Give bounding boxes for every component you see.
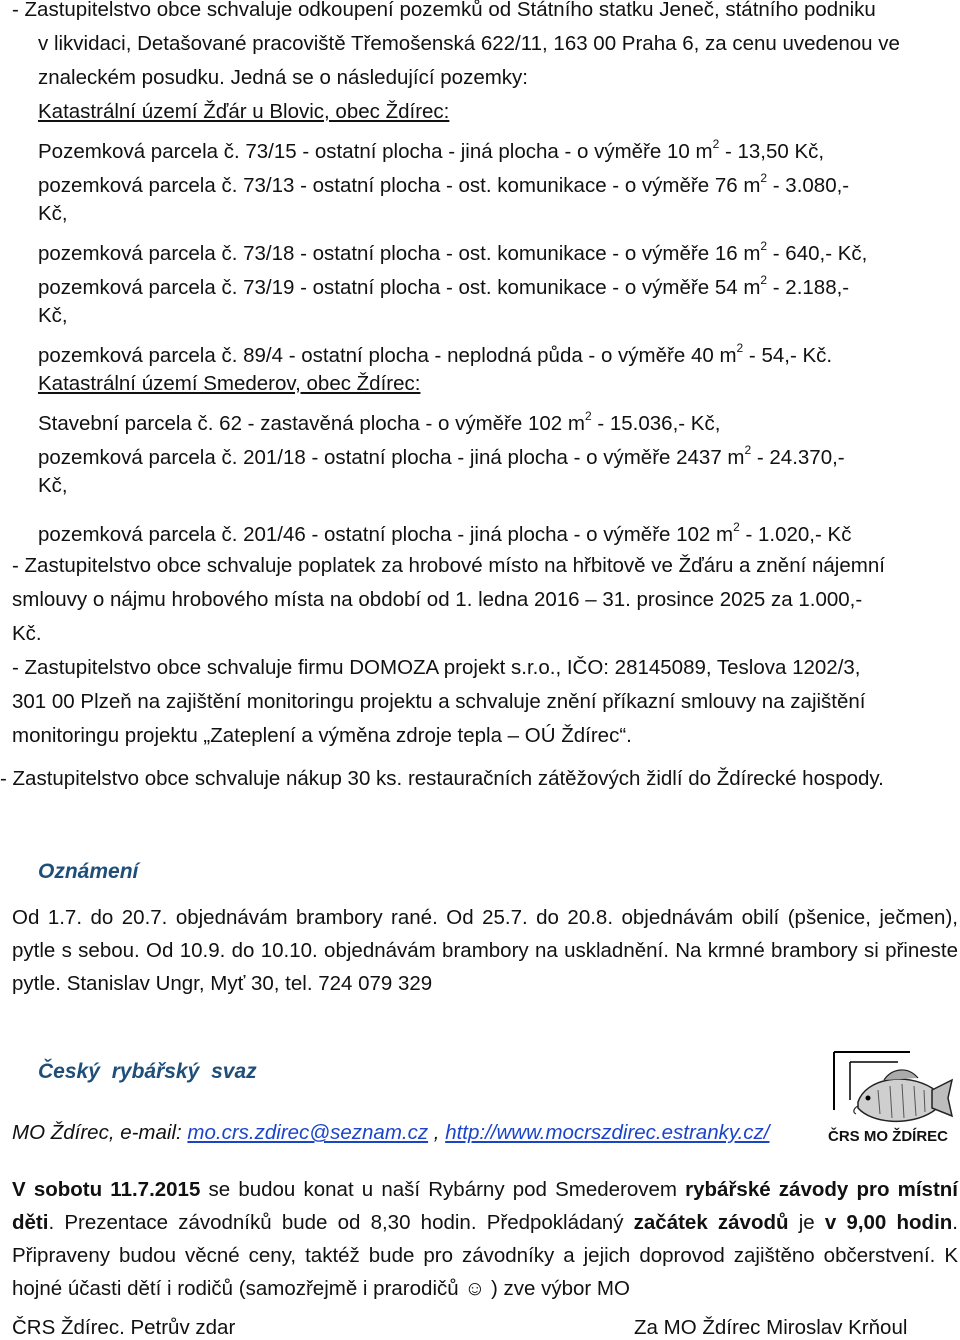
- cadastral-area-1: Katastrální území Žďár u Blovic, obec Ždírec:: [38, 100, 450, 123]
- resolution-1-line-1: - Zastupitelstvo obce schvaluje odkoupení pozemků od Státního statku Jeneč, státního podniku: [12, 0, 876, 21]
- resolution-1-line-2: v likvidaci, Detašované pracoviště Třemošenská 622/11, 163 00 Praha 6, za cenu uvedenou ve: [38, 32, 900, 55]
- section-heading-rybari: Český rybářský svaz: [38, 1060, 257, 1083]
- contact-separator: ,: [428, 1121, 446, 1144]
- email-link[interactable]: mo.crs.zdirec@seznam.cz: [187, 1121, 429, 1144]
- parcel-73-18: pozemková parcela č. 73/18 - ostatní plocha - ost. komunikace - o výměře 16 $m^2 - 640,-$ Kč,: [38, 239, 868, 265]
- web-link[interactable]: http://www.mocrszdirec.estranky.cz/: [445, 1121, 770, 1144]
- parcel-73-13: pozemková parcela č. 73/13 - ostatní plocha - ost. komunikace - o výměře 76 $m^2 - 3.080,-$: [38, 171, 850, 197]
- resolution-2-line-1: - Zastupitelstvo obce schvaluje poplatek za hrobové místo na hřbitově ve Žďáru a znění nájemní: [12, 554, 885, 577]
- parcel-201-18: pozemková parcela č. 201/18 - ostatní plocha - jiná plocha - o výměře 2437 $m^2 - 24.370,-$: [38, 443, 845, 469]
- parcel-201-18-currency: Kč,: [38, 474, 68, 497]
- parcel-62: Stavební parcela č. 62 - zastavěná plocha - o výměře 102 $m^2 - 15.036,-$ Kč,: [38, 409, 721, 435]
- contact-prefix: MO Ždírec, e-mail:: [12, 1121, 188, 1144]
- fishing-event-paragraph: V sobotu 11.7.2015 se budou konat u naší Rybárny pod Smederovem rybářské závody pro místní děti. Prezentace závodníků bude od 8,30 hodin. Předpokládaný začátek závodů je v 9,00 hodin. Připraveny budou věcné ceny, taktéž bude pro závodníky a jejich doprovod zajištěno občerstvení. K hojné účasti dětí i rodičů (samozřejmě i prarodičů ☺ ) zve výbor MO: [12, 1178, 958, 1300]
- parcel-73-15: Pozemková parcela č. 73/15 - ostatní plocha - jiná plocha - o výměře 10 $m^2 - 13,50$ Kč,: [38, 137, 825, 163]
- cadastral-area-2: Katastrální území Smederov, obec Ždírec:: [38, 372, 421, 395]
- oznameni-paragraph: Od 1.7. do 20.7. objednávám brambory rané. Od 25.7. do 20.8. objednávám obilí (pšenice, ječmen), pytle s sebou. Od 10.9. do 10.10. objednávám brambory na uskladnění. Na krmné brambory si přineste pytle. Stanislav Ungr, Myť 30, tel. 724 079 329: [12, 906, 958, 995]
- resolution-2-line-3: Kč.: [12, 622, 42, 645]
- resolution-4-line-1: - Zastupitelstvo obce schvaluje nákup 30 ks. restauračních zátěžových židlí do Ždírecké hospody.: [0, 767, 884, 790]
- resolution-3-line-1: - Zastupitelstvo obce schvaluje firmu DOMOZA projekt s.r.o., IČO: 28145089, Teslova 1202/3,: [12, 656, 861, 679]
- logo-caption: ČRS MO ŽDÍREC: [828, 1128, 948, 1145]
- section-heading-oznameni: Oznámení: [38, 860, 139, 883]
- resolution-2-line-2: smlouvy o nájmu hrobového místa na období od 1. ledna 2016 – 31. prosince 2025 za 1.000,-: [12, 588, 863, 611]
- resolution-1-line-3: znaleckém posudku. Jedná se o následující pozemky:: [38, 66, 528, 89]
- parcel-73-19-currency: Kč,: [38, 304, 68, 327]
- contact-line: [12, 1121, 769, 1145]
- parcel-89-4: pozemková parcela č. 89/4 - ostatní plocha - neplodná půda - o výměře 40 $m^2 - 54,-$ Kč.: [38, 341, 833, 367]
- parcel-201-46: pozemková parcela č. 201/46 - ostatní plocha - jiná plocha - o výměře 102 $m^2 - 1.020,-$ Kč: [38, 520, 852, 546]
- signature-line: Za MO Ždírec Miroslav Krňoul: [634, 1316, 908, 1339]
- parcel-73-13-currency: Kč,: [38, 202, 68, 225]
- parcel-73-19: pozemková parcela č. 73/19 - ostatní plocha - ost. komunikace - o výměře 54 $m^2 - 2.188,-$: [38, 273, 850, 299]
- resolution-3-line-2: 301 00 Plzeň na zajištění monitoringu projektu a schvaluje znění příkazní smlouvy na zajištění: [12, 690, 866, 713]
- resolution-3-line-3: monitoringu projektu „Zateplení a výměna zdroje tepla – OÚ Ždírec“.: [12, 724, 632, 747]
- closing-greeting: ČRS Ždírec. Petrův zdar: [12, 1316, 236, 1339]
